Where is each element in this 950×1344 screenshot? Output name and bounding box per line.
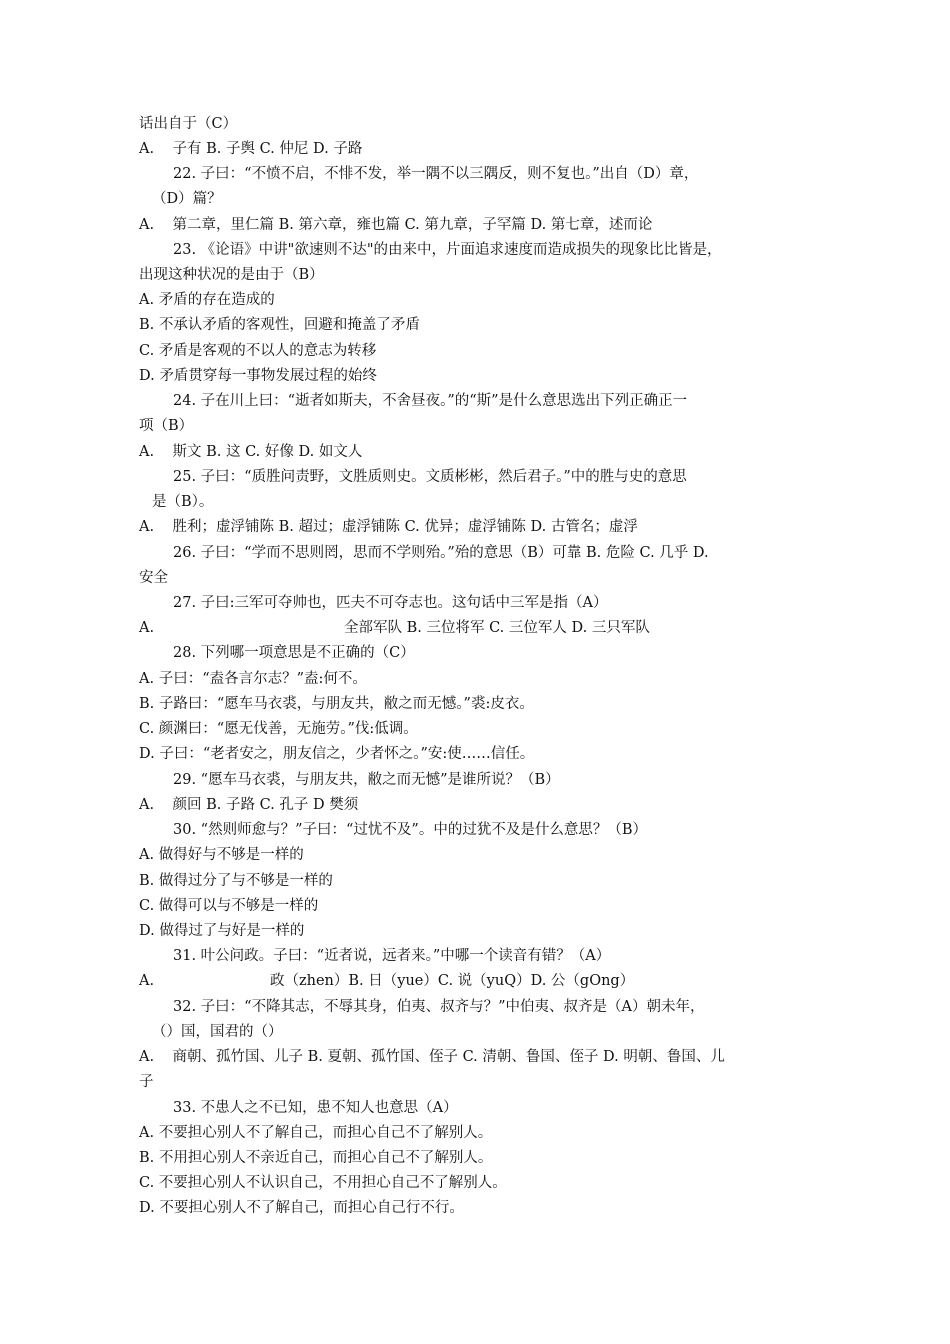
question-24: 24. 子在川上曰：“逝者如斯夫，不舍昼夜。”的“斯”是什么意思选出下列正确正一 [173, 393, 688, 409]
option-line: C. 做得可以与不够是一样的 [139, 898, 319, 914]
option-line: A. 颜回 B. 子路 C. 孔子 D 樊须 [139, 797, 359, 813]
text-line: 项（B） [139, 418, 194, 434]
option-line: D. 做得过了与好是一样的 [139, 923, 305, 939]
option-line: A. 子曰：“盍各言尔志？”盍:何不。 [139, 671, 367, 687]
question-26: 26. 子曰：“学而不思则罔，思而不学则殆。”殆的意思（B）可靠 B. 危险 C. 几乎 D. [173, 545, 709, 561]
text-line: （）国，国君的（） [152, 1024, 283, 1040]
question-33: 33. 不患人之不已知，患不知人也意思（A） [173, 1100, 458, 1116]
option-line: C. 不要担心别人不认识自己，不用担心自己不了解别人。 [139, 1175, 507, 1191]
option-line: 政（zhen）B. 日（yue）C. 说（yuQ）D. 公（gOng） [270, 973, 635, 989]
option-line: D. 子曰：“老者安之，朋友信之，少者怀之。”安:使……信任。 [139, 746, 535, 762]
text-line: 是（B）。 [152, 494, 214, 510]
option-line: A. 斯文 B. 这 C. 好像 D. 如文人 [139, 444, 363, 460]
option-line: 全部军队 B. 三位将军 C. 三位军人 D. 三只军队 [344, 620, 650, 636]
text-line: 子 [139, 1074, 154, 1090]
option-line: C. 颜渊曰：“愿无伐善，无施劳。”伐:低调。 [139, 721, 418, 737]
option-line: A. 矛盾的存在造成的 [139, 292, 275, 308]
text-line: 话出自于（C） [139, 116, 238, 132]
option-line: B. 不用担心别人不亲近自己，而担心自己不了解别人。 [139, 1150, 493, 1166]
option-line: B. 子路曰：“愿车马衣裘，与朋友共，敝之而无憾。”裘:皮衣。 [139, 696, 534, 712]
option-line: D. 不要担心别人不了解自己，而担心自己行不行。 [139, 1200, 464, 1216]
text-line: 出现这种状况的是由于（B） [139, 267, 324, 283]
option-line: A. 做得好与不够是一样的 [139, 847, 304, 863]
option-label: A. [139, 620, 155, 636]
text-line: 安全 [139, 570, 168, 586]
option-line: B. 不承认矛盾的客观性，回避和掩盖了矛盾 [139, 317, 420, 333]
question-22: 22. 子曰：“不愤不启，不悱不发，举一隅不以三隅反，则不复也。”出自（D）章， [173, 166, 699, 182]
option-line: D. 矛盾贯穿每一事物发展过程的始终 [139, 368, 377, 384]
option-label: A. [139, 973, 155, 989]
question-29: 29. “愿车马衣裘，与朋友共，敝之而无憾”是谁所说？（B） [173, 772, 560, 788]
question-28: 28. 下列哪一项意思是不正确的（C） [173, 645, 415, 661]
question-23: 23. 《论语》中讲"欲速则不达"的由来中，片面追求速度而造成损失的现象比比皆是， [173, 242, 722, 258]
option-line: A. 第二章，里仁篇 B. 第六章，雍也篇 C. 第九章，子罕篇 D. 第七章，述而论 [139, 217, 653, 233]
option-line: A. 胜利；虚浮铺陈 B. 超过；虚浮铺陈 C. 优异；虚浮铺陈 D. 古管名；虚浮 [139, 519, 638, 535]
question-30: 30. “然则师愈与？”子曰：“过忧不及”。中的过犹不及是什么意思？（B） [173, 822, 647, 838]
question-32: 32. 子曰：“不降其志，不辱其身，伯夷、叔齐与？”中伯夷、叔齐是（A）朝未年， [173, 999, 705, 1015]
text-line: （D）篇？ [152, 191, 222, 207]
question-31: 31. 叶公问政。子曰：“近者说，远者来。”中哪一个读音有错？（A） [173, 948, 611, 964]
option-line: C. 矛盾是客观的不以人的意志为转移 [139, 343, 377, 359]
option-line: B. 做得过分了与不够是一样的 [139, 873, 333, 889]
option-line: A. 子有 B. 子舆 C. 仲尼 D. 子路 [139, 141, 363, 157]
question-27: 27. 子曰:三军可夺帅也，匹夫不可夺志也。这句话中三军是指（A） [173, 595, 608, 611]
option-line: A. 不要担心别人不了解自己，而担心自己不了解别人。 [139, 1125, 493, 1141]
option-line: A. 商朝、孤竹国、儿子 B. 夏朝、孤竹国、侄子 C. 清朝、鲁国、侄子 D. 明朝、鲁国、儿 [139, 1049, 725, 1065]
question-25: 25. 子曰：“质胜问责野，文胜质则史。文质彬彬，然后君子。”中的胜与史的意思 [173, 469, 687, 485]
